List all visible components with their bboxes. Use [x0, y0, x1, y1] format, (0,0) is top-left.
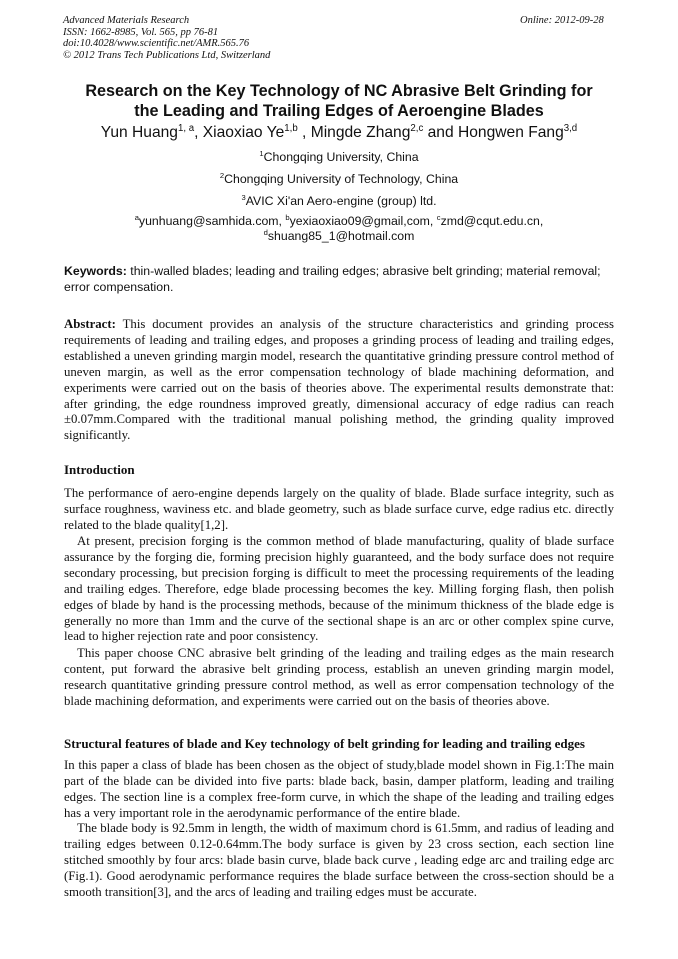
- affiliation-2: [64, 172, 614, 187]
- issn-line: ISSN: 1662-8985, Vol. 565, pp 76-81: [63, 26, 219, 38]
- author-separator: and: [423, 124, 458, 141]
- author-name: Mingde Zhang: [310, 124, 411, 141]
- keywords-text: thin-walled blades; leading and trailing edges; abrasive belt grinding; material removal; error compensation.: [64, 264, 601, 294]
- email-mark: a: [134, 212, 139, 222]
- abstract: [64, 317, 614, 444]
- author-name: Hongwen Fang: [457, 124, 564, 141]
- abstract-text: This document provides an analysis of the structure characteristics and grinding process requirements of leading and trailing edges, and proposes a grinding process of leading and trailing edges, established a uneven grinding margin model, research the quantitative grinding pressure control method of uneven margin, as well as the error compensation technology of blade machining deformation, and experiments were carried out on the basis of theories above. The experimental results demonstrate that: after grinding, the edge roundness improved greatly, dimensional accuracy of edge radius can reach ±0.07mm.Compared with the traditional manual polishing method, the grinding quality improved significantly.: [64, 317, 614, 443]
- intro-paragraph-2: At present, precision forging is the common method of blade manufacturing, quality of blade surface assurance by the forging die, forming precision highly guaranteed, and the body surface does not require secondary processing, but precision forging is difficult to meet the processing requirements of the leading and trailing edges. Therefore, edge blade processing becomes the key. Milling forging flash, then polish edges of blade by hand is the processing methods, because of the minimum thickness of the blade edge is generally no more than 1mm and the curve of the sectional shape is an arc or other complex spine curve, lead to higher rejection rate and poor consistency.: [64, 534, 614, 644]
- email-line-1: [64, 214, 614, 229]
- author-affiliation-mark: 1, a: [177, 122, 195, 134]
- journal-name: Advanced Materials Research: [63, 15, 190, 26]
- affiliation-text: Chongqing University of Technology, China: [224, 172, 459, 186]
- affiliation-number: 1: [259, 148, 264, 158]
- email-address[interactable]: shuang85_1@hotmail.com: [267, 229, 415, 243]
- author-affiliation-mark: 1,b: [284, 122, 298, 134]
- doi-line: doi:10.4028/www.scientific.net/AMR.565.76: [63, 38, 250, 50]
- email-address[interactable]: yunhuang@samhida.com,: [138, 214, 286, 228]
- keywords: [64, 264, 614, 295]
- section-heading-introduction: Introduction: [64, 462, 135, 477]
- paper-title: [64, 81, 614, 121]
- structural-paragraph-1: In this paper a class of blade has been chosen as the object of study,blade model shown in Fig.1:The main part of the blade can be divided into five parts: blade back, basin, damper platform, leading and trailing edges. The section line is a complex free-form curve, in which the shape of the leading and trailing edges has a very important role in the aerodynamic performance of the entire blade.: [64, 758, 614, 820]
- affiliation-number: 3: [241, 192, 246, 202]
- author-separator: ,: [297, 124, 311, 141]
- email-mark: b: [285, 212, 290, 222]
- online-date: Online: 2012-09-28: [520, 15, 604, 26]
- author-name: Yun Huang: [100, 124, 178, 141]
- title-line-2: the Leading and Trailing Edges of Aeroengine Blades: [134, 102, 544, 120]
- email-address[interactable]: zmd@cqut.edu.cn,: [440, 214, 544, 228]
- affiliation-number: 2: [219, 170, 225, 180]
- affiliation-text: AVIC Xi'an Aero-engine (group) ltd.: [245, 194, 437, 208]
- intro-paragraph-1: The performance of aero-engine depends largely on the quality of blade. Blade surface integrity, such as surface roughness, waviness etc. and blade geometry, such as blade surface curve, edge radius etc. directly related to the blade quality[1,2].: [64, 486, 614, 532]
- affiliation-1: [64, 150, 614, 165]
- author-emails: [64, 214, 614, 244]
- author-affiliation-mark: 2,c: [410, 122, 424, 134]
- author-list: [64, 124, 614, 142]
- email-line-2: [64, 229, 614, 244]
- author-separator: ,: [194, 124, 203, 141]
- email-mark: d: [263, 227, 268, 237]
- author-name: Xiaoxiao Ye: [202, 124, 285, 141]
- author-affiliation-mark: 3,d: [563, 122, 578, 134]
- email-mark: c: [436, 212, 441, 222]
- section-heading-structural: Structural features of blade and Key technology of belt grinding for leading and trailing edges: [64, 736, 585, 751]
- journal-header: [63, 15, 270, 61]
- affiliation-3: [64, 194, 614, 209]
- intro-paragraph-3: This paper choose CNC abrasive belt grinding of the leading and trailing edges as the main research content, put forward the abrasive belt grinding process, establish an uneven grinding margin model, research quantitative grinding pressure control method, as well as error compensation technology of the blade machining deformation, and experiments were carried out on the basis of theories above.: [64, 646, 614, 708]
- title-line-1: Research on the Key Technology of NC Abrasive Belt Grinding for: [85, 82, 593, 100]
- keywords-label: Keywords:: [64, 264, 127, 278]
- abstract-label: Abstract:: [64, 317, 116, 331]
- structural-paragraph-2: The blade body is 92.5mm in length, the width of maximum chord is 61.5mm, and radius of leading and trailing edges between 0.12-0.64mm.The body surface is given by 23 cross section, each section line stitched smoothly by four arcs: blade basin curve, blade back curve , leading edge arc and trailing edge arc (Fig.1). Good aerodynamic performance requires the blade surface between the cross-section should be a smooth transition[3], and the arcs of leading and trailing edges must be accurate.: [64, 821, 614, 899]
- email-address[interactable]: yexiaoxiao09@gmail,com,: [289, 214, 437, 228]
- affiliation-text: Chongqing University, China: [263, 150, 419, 164]
- copyright-line: © 2012 Trans Tech Publications Ltd, Switzerland: [63, 49, 271, 61]
